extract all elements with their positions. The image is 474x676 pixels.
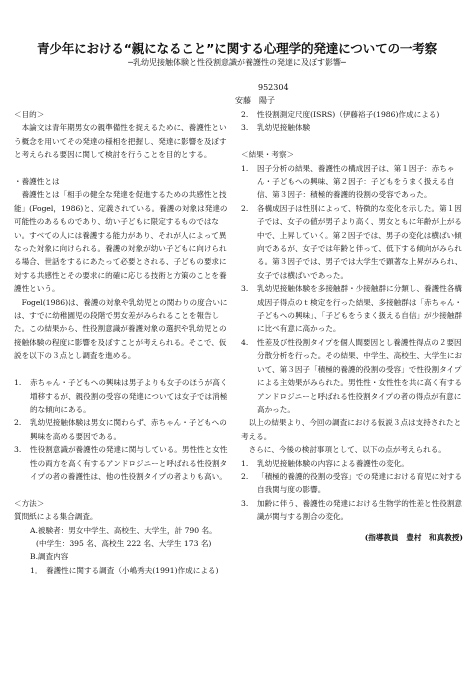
purpose-text: 本論文は青年期男女の親準備性を捉えるために、養護性という概念を用いてその発達の様相を把握し、発達に影響を及ぼすと考えられる要因に関して検討を行うことを目的とする。 <box>14 123 227 160</box>
future-text: 乳幼児接触体験の内容による養護性の変化。 <box>257 458 409 468</box>
advisor-credit: (指導教員 豊村 和真教授) <box>364 532 463 542</box>
method-subjects: A.被験者：男女中学生、高校生、大学生，計 790 名。 <box>30 525 217 535</box>
future-item <box>241 470 463 497</box>
results-heading: ＜結果・考察＞ <box>241 150 295 160</box>
contents-item <box>241 108 463 121</box>
method-subjects-breakdown: (中学生：395 名、高校生 222 名、大学生 173 名) <box>36 538 212 548</box>
result-text: 性差及び性役割タイプを個人間要因とし養護性得点の２要因分散分析を行った。その結果、中学生、高校生、大学生において、第３因子「積極的養護的役割の受容」で性役割タイプによる主効果がみられた。男性性・女性性を共に高く有するアンドロジニーと呼ばれる性役割タイプの者の得点が有意に高かった。 <box>257 337 463 414</box>
result-item <box>241 162 463 202</box>
future-number: 2. <box>241 471 249 481</box>
contents-text: 乳幼児接触体験 <box>257 123 311 133</box>
right-column <box>241 108 463 544</box>
result-item <box>241 202 463 282</box>
nurture-paragraph-2: Fogel(1986)は、養護の対象や乳幼児との関わりの度合いには、すでに幼稚園児の段階で男女差がみられることを報告した。この結果から、性役割意識が養護対象の選択や乳幼児との接触体験の程度に影響を及ぼすことが考えられる。そこで、仮説を以下の３点とし調査を進める。 <box>14 297 228 361</box>
contents-item <box>241 121 463 134</box>
hypothesis-item <box>14 443 232 483</box>
author-name: 安藤 陽子 <box>235 96 275 105</box>
result-text: 因子分析の結果、養護性の構成因子は、第１因子：赤ちゃん・子どもへの興味、第２因子：子どもをうまく扱える自信、第３因子：積極的養護的役割の受容であった。 <box>257 163 455 200</box>
hypothesis-number: 1. <box>14 378 22 388</box>
result-number: 3. <box>241 284 249 294</box>
nurture-paragraph-1: 養護性とは「相手の健全な発達を促進するための共感性と技能」(Fogel，1986)と、定義されている。養護の対象は発達の可能性のあるものであり、幼い子どもに限定するものではない。すべての人には養護する能力があり、それが人によって異なった対象に向けられる。養護の対象が幼い子どもに向けられる場合、世話をするにあたって必要とされる、子どもの要求に対する共感性とその要求に的確に応じる技術と方策のことを養護性という。 <box>14 190 228 294</box>
future-item <box>241 497 463 524</box>
future-item <box>241 457 463 470</box>
left-column <box>14 108 232 577</box>
summary-paragraph-1: 以上の結果より、今回の調査における仮説３点は支持されたと考える。 <box>241 418 462 441</box>
contents-number: 2. <box>241 110 249 119</box>
contents-item <box>14 564 232 577</box>
hypothesis-item <box>14 376 232 416</box>
hypothesis-number: 3. <box>14 445 22 455</box>
result-text: 各構成因子は性別によって、特徴的な変化を示した。第１因子では、女子の値が男子より高く、男女ともに年齢が上がる中で、上昇していく。第２因子では、男子の変化は横ばい傾向であるが、女子では年齢と伴って、低下する傾向がみられる。第３因子では、男子では大学生で顕著な上昇がみられ、女子では横ばいであった。 <box>257 203 463 280</box>
paper-subtitle: ─乳幼児接触体験と性役割意識が養護性の発達に及ぼす影響─ <box>128 58 346 67</box>
contents-number: 1． <box>30 565 43 575</box>
future-text: 加齢に伴う、養護性の発達における生物学的性差と性役割意識が関与する割合の変化。 <box>257 498 463 522</box>
contents-text: 性役割測定尺度(ISRS)（伊藤裕子(1986)作成による) <box>257 110 440 119</box>
result-number: 4. <box>241 337 249 347</box>
result-text: 乳幼児接触体験を多接触群・少接触群に分類し、養護性各構成因子得点のｔ検定を行った結果、多接触群は「赤ちゃん・子どもへの興味」、「子どもをうまく扱える自信」が少接触群に比べ有意に高かった。 <box>257 284 463 334</box>
result-number: 1. <box>241 163 249 173</box>
hypothesis-list <box>14 376 232 483</box>
method-intro: 質問紙による集合調査。 <box>14 512 98 522</box>
method-contents-heading: B.調査内容 <box>30 552 69 562</box>
result-item <box>241 282 463 336</box>
method-heading: ＜方法＞ <box>14 498 45 508</box>
paper-title: 青少年における“親になること”に関する心理学的発達についての一考察 <box>36 41 438 56</box>
summary-paragraph-2: さらに、今後の検討事項として、以下の点が考えられる。 <box>248 445 446 455</box>
future-text: 「積極的養護的役割の受容」での発達における育児に対する自我関与度の影響。 <box>257 471 463 495</box>
hypothesis-text: 性役割意識が養護性の発達に関与している。男性性と女性性の両方を高く有するアンドロジニーと呼ばれる性役割タイプの者の養護性は、他の性役割タイプの者よりも高い。 <box>30 445 228 481</box>
purpose-heading: ＜目的＞ <box>14 110 45 119</box>
future-number: 3. <box>241 498 249 508</box>
result-number: 2. <box>241 203 249 213</box>
results-list <box>241 162 463 417</box>
contents-text: 養護性に関する調査（小嶋秀夫(1991)作成による) <box>46 565 219 575</box>
result-item <box>241 336 463 416</box>
hypothesis-number: 2. <box>14 418 22 428</box>
hypothesis-text: 赤ちゃん・子どもへの興味は男子よりも女子のほうが高く増移するが、親役割の受容の発達については女子では消極的な傾向にある。 <box>30 378 228 414</box>
contents-number: 3. <box>241 123 249 133</box>
student-id: 952304 <box>258 83 289 92</box>
hypothesis-text: 乳幼児接触体験は男女に関わらず、赤ちゃん・子どもへの興味を高める要因である。 <box>30 418 227 441</box>
hypothesis-item <box>14 416 232 443</box>
future-number: 1. <box>241 458 249 468</box>
nurture-heading: ・養護性とは <box>14 177 60 187</box>
future-list <box>241 457 463 524</box>
